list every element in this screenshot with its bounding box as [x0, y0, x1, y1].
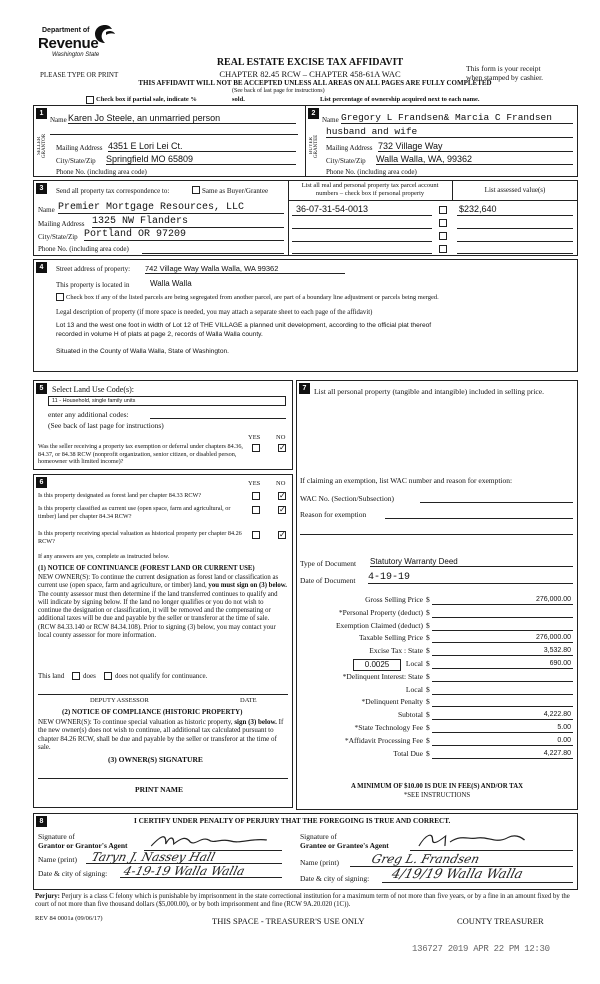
- does-not-label: does not qualify for continuance.: [115, 672, 208, 680]
- same-as-buyer-checkbox[interactable]: [192, 186, 200, 194]
- tax-row-label: *Affidavit Processing Fee: [344, 735, 423, 745]
- parcel-header2: numbers – check box if personal property: [315, 190, 425, 197]
- form-warning: THIS AFFIDAVIT WILL NOT BE ACCEPTED UNLESS ALL AREAS ON ALL PAGES ARE FULLY COMPLETED: [138, 79, 492, 87]
- doc-type-value[interactable]: Statutory Warranty Deed: [370, 557, 573, 567]
- perjury-text: Perjury is a class C felony which is punishable by imprisonment in the state correctional institution for a maximum term of not more than five years, or by a fine in an amount fixed by the court of not more than five thousand dollars ($5,000.00), or by both imprisonment and fine (RCW 9A.20.020 (1C)).: [35, 893, 570, 909]
- notice2-a: NEW OWNER(S): To continue special valuation as historic property,: [38, 718, 233, 726]
- tax-row-dollar: $: [426, 748, 430, 758]
- treasurer-space-label: THIS SPACE - TREASURER'S USE ONLY: [212, 916, 365, 926]
- located-label: This property is located in: [56, 281, 130, 289]
- tax-row-amount[interactable]: 3,532.80: [543, 647, 571, 655]
- partial-sale-sold: sold.: [232, 96, 245, 103]
- tax-row-label: Local: [405, 659, 423, 668]
- dept-line3: Washington State: [52, 52, 100, 58]
- buyer-name-line2[interactable]: husband and wife: [326, 126, 573, 138]
- notice2-b: sign (3) below.: [234, 718, 277, 726]
- grantee-sig-label1: Signature of: [300, 832, 337, 841]
- tax-row-line: [432, 706, 573, 707]
- tax-row-label: *State Technology Fee: [354, 723, 423, 732]
- notice2-title: (2) NOTICE OF COMPLIANCE (HISTORIC PROPERTY): [62, 708, 243, 716]
- grantee-date-handwritten[interactable]: 4/19/19 Walla Walla: [389, 867, 525, 882]
- does-label: does: [83, 672, 96, 680]
- tax-row-label: Subtotal: [397, 710, 423, 720]
- corr-phone-label: Phone No. (including area code): [38, 245, 129, 253]
- doc-date-label: Date of Document: [300, 576, 356, 585]
- parcel3-personal-checkbox[interactable]: [439, 232, 447, 240]
- tax-row-label: Total Due: [393, 748, 423, 758]
- tax-row-line: [432, 655, 573, 656]
- s6-no-header: NO: [276, 480, 286, 487]
- current-use-no-checkbox[interactable]: ✓: [279, 505, 286, 514]
- please-type: PLEASE TYPE OR PRINT: [40, 71, 119, 79]
- located-value[interactable]: Walla Walla: [150, 279, 192, 288]
- grantor-date-label: Date & city of signing:: [38, 869, 108, 878]
- seller-name-value[interactable]: Karen Jo Steele, an unmarried person: [68, 113, 296, 124]
- doc-date-value[interactable]: 4-19-19: [368, 572, 573, 584]
- buyer-phone-label: Phone No. (including area code): [326, 168, 417, 176]
- tax-row-dollar: $: [426, 620, 430, 630]
- minimum-note: A MINIMUM OF $10.00 IS DUE IN FEE(S) AND/OR TAX: [350, 783, 524, 790]
- land-use-label: Select Land Use Code(s):: [52, 385, 134, 394]
- grantee-name-label: Name (print): [300, 858, 339, 867]
- does-qualify-checkbox[interactable]: [72, 672, 80, 680]
- certify-statement: I CERTIFY UNDER PENALTY OF PERJURY THAT THE FOREGOING IS TRUE AND CORRECT.: [134, 817, 451, 825]
- notice1-c: The county assessor must then determine if the land transferred continues to qualify and will indicate by signing below. If the land no longer qualifies or you do not wish to continue the designation or classification, it will be removed and the compensating or additional taxes will be due and payable by the seller or transferor at the time of sale. (RCW 84.33.140 or RCW 84.34.108). Prior to signing (3) below, you may contact your local county assessor for more information.: [38, 590, 278, 640]
- seller-mailing-value[interactable]: 4351 E Lori Lei Ct.: [108, 141, 296, 152]
- tax-row-line: [432, 745, 573, 746]
- grantee-agent-label: Grantee or Grantee's Agent: [300, 841, 389, 850]
- perjury-label: Perjury:: [35, 893, 60, 900]
- same-as-buyer-label: Same as Buyer/Grantee: [202, 187, 269, 195]
- section-6-number: 6: [36, 477, 47, 488]
- notice1-text-a: [38, 574, 288, 640]
- land-use-select[interactable]: [48, 396, 286, 406]
- grantor-name-handwritten[interactable]: Taryn J. Nassey Hall: [90, 850, 217, 864]
- tax-row-line: [432, 668, 573, 669]
- buyer-mailing-value[interactable]: 732 Village Way: [378, 141, 573, 152]
- buyer-mailing-label: Mailing Address: [326, 144, 373, 152]
- buyer-city-label: City/State/Zip: [326, 157, 366, 165]
- notice2-text: [38, 718, 288, 751]
- tax-row-dollar: $: [426, 697, 430, 707]
- tax-row-label: Taxable Selling Price: [358, 633, 423, 643]
- notice1-title: (1) NOTICE OF CONTINUANCE (FOREST LAND OR CURRENT USE): [38, 565, 255, 572]
- tax-row-amount[interactable]: 4,222.80: [543, 711, 571, 719]
- tax-row-label: *Personal Property (deduct): [338, 607, 423, 617]
- tax-row-line: [432, 758, 573, 759]
- partial-sale-checkbox[interactable]: [86, 96, 94, 104]
- grantor-sig-label1: Signature of: [38, 832, 75, 841]
- tax-row-dollar: $: [426, 646, 430, 656]
- tax-row-label: Excise Tax : State: [369, 646, 423, 656]
- deputy-date-label: DATE: [240, 697, 257, 704]
- street-value[interactable]: 742 Village Way Walla Walla, WA 99362: [145, 264, 345, 274]
- notice1-a: NEW OWNER(S): To continue the current designation as forest land or classification as current use (open space, farm and agriculture, or timber) land,: [38, 574, 279, 590]
- legal-line2[interactable]: recorded in volume H of plats at page 2, records of Walla Walla county.: [56, 331, 263, 338]
- tax-row-dollar: $: [426, 607, 430, 617]
- grantee-name-handwritten[interactable]: Greg L. Frandsen: [370, 852, 482, 866]
- current-use-yes-checkbox[interactable]: [252, 506, 260, 514]
- historic-question: Is this property receiving special valuation as historical property per chapter 84.26 RCW?: [38, 530, 242, 545]
- parcel-header1: List all real and personal property tax parcel account: [301, 182, 439, 189]
- corr-mailing-label: Mailing Address: [38, 220, 85, 228]
- section-7-number: 7: [299, 383, 310, 394]
- parcel2-personal-checkbox[interactable]: [439, 219, 447, 227]
- does-not-qualify-checkbox[interactable]: [104, 672, 112, 680]
- section-5-number: 5: [36, 383, 47, 394]
- segregated-checkbox[interactable]: [56, 293, 64, 301]
- tax-row-label: *Delinquent Interest: State: [342, 671, 423, 681]
- parcel1-personal-checkbox[interactable]: [439, 206, 447, 214]
- section-4-number: 4: [36, 262, 47, 273]
- tax-row-dollar: $: [426, 710, 430, 720]
- corr-name-value[interactable]: Premier Mortgage Resources, LLC: [58, 202, 284, 214]
- receipt-note2: when stamped by cashier.: [466, 73, 544, 82]
- tax-row-line: [432, 732, 573, 733]
- parcel-number-1[interactable]: 36-07-31-54-0013: [296, 204, 369, 214]
- tax-row-dollar: $: [426, 684, 430, 694]
- wac-label: WAC No. (Section/Subsection): [300, 494, 394, 503]
- buyer-grantee-side: BUYER GRANTEE: [309, 134, 319, 158]
- legal-label: Legal description of property (if more space is needed, you may attach a separate sheet to each page of the affidavit): [56, 309, 373, 316]
- personal-property-label: List all personal property (tangible and intangible) included in selling price.: [314, 387, 545, 396]
- grantor-signature-scrawl: [148, 832, 273, 850]
- local-rate-value: 0.0025: [364, 660, 390, 669]
- seller-mailing-label: Mailing Address: [56, 144, 103, 152]
- tax-row-amount[interactable]: 690.00: [549, 660, 571, 667]
- tax-row-dollar: $: [426, 735, 430, 745]
- tax-row-amount[interactable]: 276,000.00: [535, 634, 571, 642]
- correspondence-label: Send all property tax correspondence to:: [56, 187, 170, 195]
- deputy-assessor-label: DEPUTY ASSESSOR: [90, 697, 149, 704]
- grantor-date-handwritten[interactable]: 4-19-19 Walla Walla: [122, 864, 247, 878]
- perjury-statement: [35, 893, 580, 910]
- seller-name-label: Name: [50, 116, 67, 124]
- exemption-no-checkbox[interactable]: ✓: [279, 443, 286, 452]
- historic-yes-checkbox[interactable]: [252, 531, 260, 539]
- reason-label: Reason for exemption: [300, 510, 367, 519]
- county-line[interactable]: Situated in the County of Walla Walla, State of Washington.: [56, 348, 229, 355]
- forest-yes-checkbox[interactable]: [252, 492, 260, 500]
- buyer-city-value[interactable]: Walla Walla, WA, 99362: [376, 154, 573, 165]
- form-title: REAL ESTATE EXCISE TAX AFFIDAVIT: [216, 57, 404, 68]
- receipt-note1: This form is your receipt: [466, 64, 541, 73]
- tax-row-line: [432, 642, 573, 643]
- dept-line2: Revenue: [38, 35, 99, 52]
- rev-number: REV 84 0001a (09/06/17): [35, 915, 103, 922]
- corr-city-value[interactable]: Portland OR 97209: [84, 229, 284, 241]
- seller-phone-label: Phone No. (including area code): [56, 168, 147, 176]
- tax-row-label: Local: [405, 684, 423, 694]
- tax-row-label: *Delinquent Penalty: [361, 697, 423, 707]
- parcel4-personal-checkbox[interactable]: [439, 245, 447, 253]
- land-use-see-back: (See back of last page for instructions): [48, 421, 164, 430]
- grantee-signature-scrawl: [414, 830, 529, 850]
- dor-logo: [38, 22, 130, 64]
- assessed-value-1[interactable]: $232,640: [459, 204, 497, 214]
- seller-grantor-side: SELLER GRANTOR: [37, 133, 47, 159]
- seller-city-label: City/State/Zip: [56, 157, 96, 165]
- tax-row-dollar: $: [426, 723, 430, 732]
- tax-row-line: [432, 719, 573, 720]
- tax-row-amount[interactable]: 4,227.80: [543, 749, 571, 757]
- forest-land-question: Is this property designated as forest land per chapter 84.33 RCW?: [38, 492, 202, 499]
- tax-row-dollar: $: [426, 595, 430, 604]
- tax-row-dollar: $: [426, 633, 430, 643]
- tax-row-line: [432, 681, 573, 682]
- additional-codes-label: enter any additional codes:: [48, 410, 129, 419]
- this-land-label: This land: [38, 672, 65, 680]
- section-2-number: 2: [308, 108, 319, 119]
- print-name-label: PRINT NAME: [135, 785, 183, 794]
- notice1-b: you must sign on (3) below.: [208, 582, 287, 590]
- section-3-number: 3: [36, 183, 47, 194]
- partial-sale-label: Check box if partial sale, indicate %: [96, 96, 197, 103]
- grantor-name-label: Name (print): [38, 855, 77, 864]
- corr-city-label: City/State/Zip: [38, 233, 78, 241]
- tax-row-amount[interactable]: 276,000.00: [535, 596, 571, 603]
- exemption-question: Was the seller receiving a property tax exemption or deferral under chapters 84.36, 84.37, or 84.38 RCW (nonprofit organization, senior citizen, or disabled person, homeowner with limited income)?: [38, 443, 243, 465]
- tax-row-line: [432, 604, 573, 605]
- section-1-number: 1: [36, 108, 47, 119]
- grantee-signature[interactable]: [413, 830, 529, 854]
- s6-yes-header: YES: [248, 480, 261, 487]
- grantee-date-label: Date & city of signing:: [300, 874, 370, 883]
- corr-name-label: Name: [38, 206, 55, 214]
- current-use-question: Is this property classified as current use (open space, farm and agricultural, or timber) land per chapter 84.34 RCW?: [38, 505, 231, 520]
- s5-yes-header: YES: [248, 434, 261, 441]
- tax-row-dollar: $: [426, 659, 430, 668]
- buyer-name-label: Name: [322, 116, 339, 124]
- assessed-header: List assessed value(s): [484, 186, 546, 194]
- tax-row-line: [432, 630, 573, 631]
- owner-signature-label: (3) OWNER(S) SIGNATURE: [108, 755, 203, 764]
- s5-no-header: NO: [276, 434, 286, 441]
- tax-row-amount[interactable]: 5.00: [557, 724, 571, 731]
- street-label: Street address of property:: [56, 265, 131, 273]
- if-yes-note: If any answers are yes, complete as instructed below.: [38, 553, 170, 560]
- tax-row-line: [432, 694, 573, 695]
- form-subtitle: CHAPTER 82.45 RCW – CHAPTER 458-61A WAC: [219, 69, 401, 79]
- exemption-yes-checkbox[interactable]: [252, 444, 260, 452]
- grantor-agent-label: Grantor or Grantor's Agent: [38, 841, 128, 850]
- tax-row-dollar: $: [426, 671, 430, 681]
- forest-no-checkbox[interactable]: ✓: [279, 491, 286, 500]
- treasurer-stamp: 136727 2019 APR 22 PM 12:30: [412, 944, 550, 954]
- tax-row-label: Gross Selling Price: [365, 595, 423, 604]
- tax-row-amount[interactable]: 0.00: [557, 736, 571, 744]
- tax-row-line: [432, 617, 573, 618]
- doc-type-label: Type of Document: [300, 559, 357, 568]
- pct-ownership-note: List percentage of ownership acquired next to each name.: [320, 96, 480, 103]
- section-8-number: 8: [36, 816, 47, 827]
- land-use-code-value: 11 - Household, single family units: [52, 398, 136, 404]
- tax-row-label: Exemption Claimed (deduct): [335, 620, 423, 630]
- exemption-claim-label: If claiming an exemption, list WAC number and reason for exemption:: [300, 476, 513, 485]
- corr-mailing-value[interactable]: 1325 NW Flanders: [92, 216, 284, 228]
- notice2-c: If the new owner(s) does not wish to continue, all additional tax calculated pursuant to chapter 84.26 RCW, shall be due and payable by the seller or transferor at the time of sale.: [38, 718, 284, 751]
- dept-line1: Department of: [42, 27, 90, 34]
- legal-line1[interactable]: Lot 13 and the west one foot in width of Lot 12 of THE VILLAGE a planned unit development, according to the official plat thereof: [56, 322, 432, 329]
- see-back-note: (See back of last page for instructions): [232, 88, 325, 94]
- seller-city-value[interactable]: Springfield MO 65809: [106, 154, 296, 165]
- historic-no-checkbox[interactable]: ✓: [279, 530, 286, 539]
- buyer-name-line1[interactable]: Gregory L Frandsen& Marcia C Frandsen: [341, 112, 573, 124]
- see-instructions: *SEE INSTRUCTIONS: [403, 792, 471, 799]
- county-treasurer-label: COUNTY TREASURER: [457, 916, 544, 926]
- segregated-label: Check box if any of the listed parcels are being segregated from another parcel, are part of a boundary line adjustment or parcels being merged.: [66, 294, 439, 301]
